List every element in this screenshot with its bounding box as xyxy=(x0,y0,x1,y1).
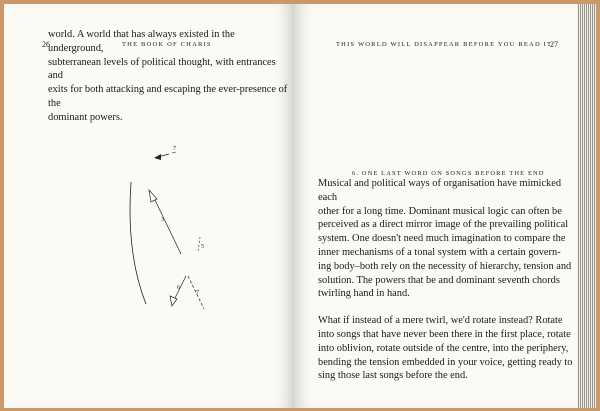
left-page-number: 26 xyxy=(42,40,50,49)
right-text-line: Musical and political ways of organisation have mimicked each xyxy=(318,178,562,203)
right-running-head: THIS WORLD WILL DISAPPEAR BEFORE YOU READ IT xyxy=(336,41,553,48)
right-page-number: 27 xyxy=(550,40,558,49)
diagram-cross-arrowhead xyxy=(170,296,177,306)
left-text-line: exits for both attacking and escaping the ever-presence of the xyxy=(48,84,288,109)
right-text-line: system. One doesn't need much imagination to compare the xyxy=(318,233,566,245)
right-text-line: inner mechanisms of a tonal system with a certain govern- xyxy=(318,246,561,258)
right-text-line: perceived as a direct mirror image of the prevailing political xyxy=(318,219,569,231)
right-text-line: solution. The powers that be and dominant seventh chords xyxy=(318,274,560,286)
right-body-text xyxy=(318,177,574,383)
diagram-dashed-marker xyxy=(198,237,200,252)
right-text-line: sing those last songs before the end. xyxy=(318,370,468,382)
right-text-line: into oblivion, rotate outside of the centre, into the periphery, xyxy=(318,342,569,354)
section-heading: 6. ONE LAST WORD ON SONGS BEFORE THE END xyxy=(352,170,545,177)
left-text-line: dominant powers. xyxy=(48,111,123,123)
left-running-head: THE BOOK OF CHARIS xyxy=(122,41,212,48)
diagram-label-top: 7 xyxy=(173,146,176,152)
right-text-line: other for a long time. Dominant musical logic can often be xyxy=(318,205,562,217)
diagram-curved-arc xyxy=(130,182,146,304)
diagram-label-c: 6 xyxy=(177,285,180,291)
diagram-diagonal-line xyxy=(154,198,181,254)
diagram-label-a: 3 xyxy=(161,217,164,223)
diagram-hollow-arrowhead xyxy=(149,190,157,202)
right-text-line: into songs that have never been there in the first place, rotate xyxy=(318,328,571,340)
left-text-line: world. A world that has always existed in the underground, xyxy=(48,29,235,54)
right-text-line: ing body–both rely on the necessity of hierarchy, tension and xyxy=(318,260,572,272)
right-page xyxy=(294,4,577,408)
left-page xyxy=(4,4,294,408)
paragraph-2 xyxy=(318,314,574,383)
left-text-line: subterranean levels of political thought, with entrances and xyxy=(48,56,276,82)
diagram-top-arrowhead xyxy=(154,154,161,160)
right-text-line: What if instead of a mere twirl, we'd rotate instead? Rotate xyxy=(318,315,563,327)
right-text-line: bending the tension embedded in your voice, getting ready to xyxy=(318,356,573,368)
arrow-diagram xyxy=(4,4,294,408)
open-book xyxy=(4,4,596,408)
diagram-cross-line-left xyxy=(174,276,186,300)
diagram-label-b: 5 xyxy=(201,244,204,250)
right-text-line: twirling hand in hand. xyxy=(318,288,410,300)
diagram-label-d: 7 xyxy=(196,290,199,296)
diagram-top-dash xyxy=(172,152,176,153)
paragraph-1 xyxy=(318,177,574,301)
page-edges xyxy=(577,4,596,408)
